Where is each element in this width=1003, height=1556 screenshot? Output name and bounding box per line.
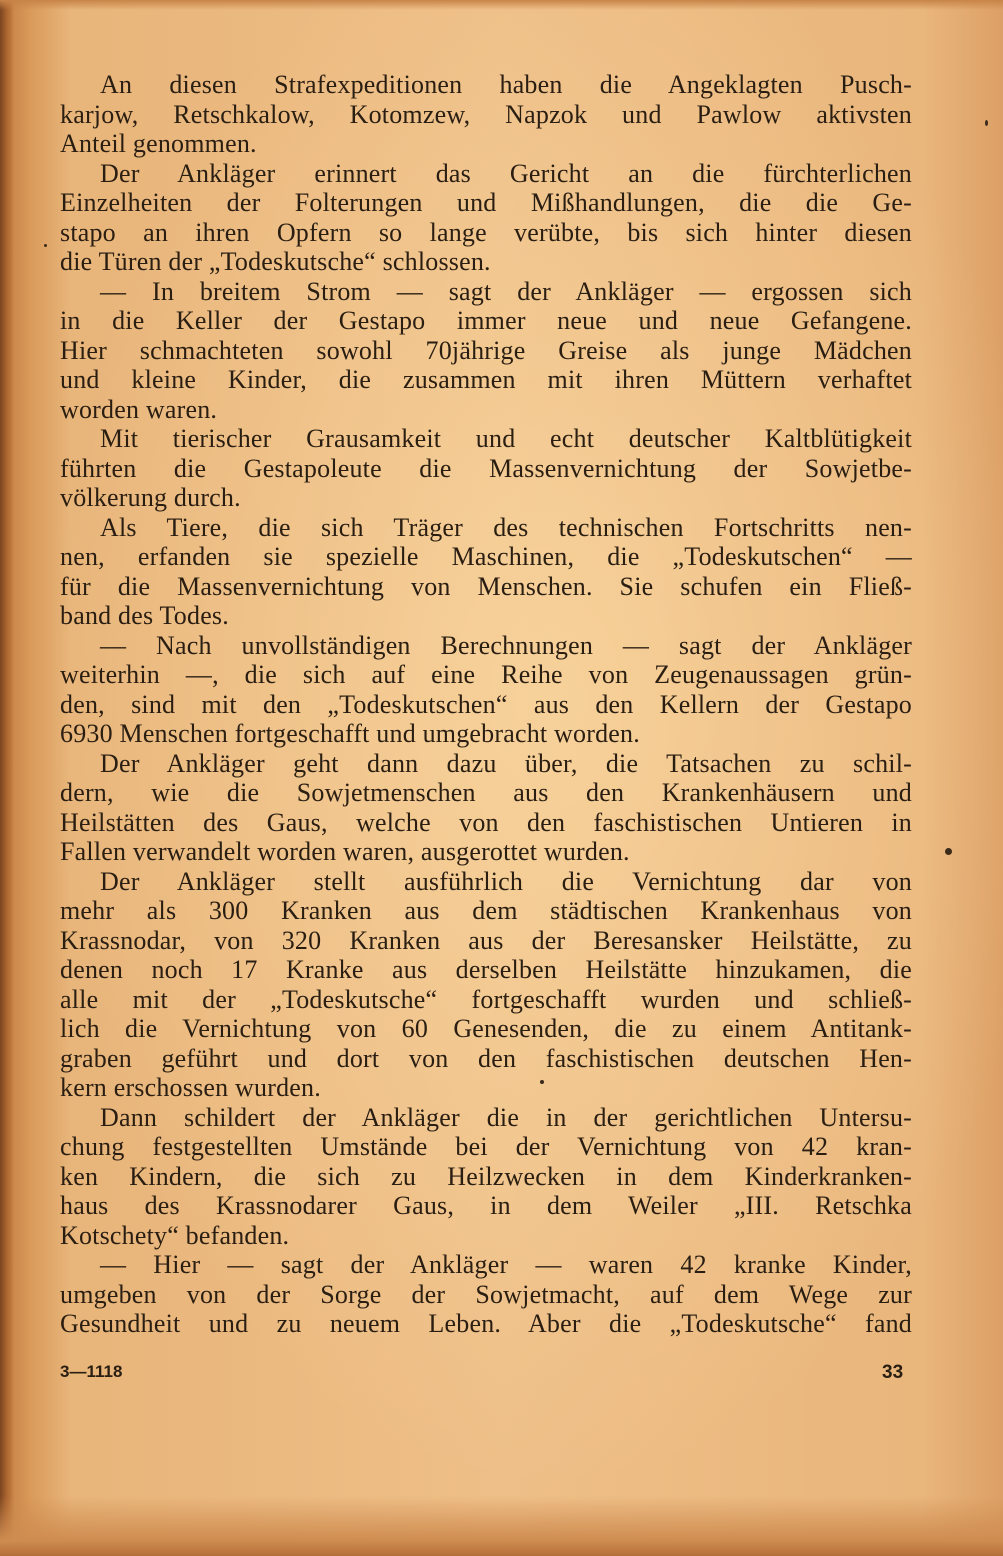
- text-line: lich die Vernichtung von 60 Genesenden, die zu einem Antitank-: [60, 1014, 912, 1043]
- text-line: kern erschossen wurden.: [60, 1073, 321, 1102]
- page-number: 33: [882, 1362, 904, 1383]
- text-line: Der Ankläger geht dann dazu über, die Tatsachen zu schil-: [100, 748, 912, 778]
- page-body-text: [60, 70, 912, 1339]
- text-line: Heilstätten des Gaus, welche von den faschistischen Untieren in: [60, 807, 912, 837]
- text-line: worden waren.: [60, 394, 218, 424]
- text-line: die Türen der „Todeskutsche“ schlossen.: [60, 247, 491, 276]
- text-line: denen noch 17 Kranke aus derselben Heilstätte hinzukamen, die: [60, 955, 912, 984]
- text-line: alle mit der „Todeskutsche“ fortgeschafft wurden und schließ-: [60, 984, 912, 1014]
- paper-speck: [44, 244, 47, 247]
- text-line: — In breitem Strom — sagt der Ankläger — ergossen sich: [100, 276, 912, 306]
- paper-speck: [985, 120, 988, 126]
- text-line: karjow, Retschkalow, Kotomzew, Napzok und Pawlow aktivsten: [60, 99, 912, 129]
- text-line: — Nach unvollständigen Berechnungen — sagt der Ankläger: [100, 630, 912, 660]
- text-line: graben geführt und dort von den faschistischen deutschen Hen-: [60, 1043, 912, 1073]
- text-line: Krassnodar, von 320 Kranken aus der Beresansker Heilstätte, zu: [60, 925, 912, 955]
- text-line: haus des Krassnodarer Gaus, in dem Weiler „III. Retschka: [60, 1191, 912, 1220]
- text-line: chung festgestellten Umstände bei der Vernichtung von 42 kran-: [60, 1132, 912, 1161]
- paper-speck: [540, 1080, 544, 1084]
- text-line: mehr als 300 Kranken aus dem städtischen Krankenhaus von: [60, 896, 912, 925]
- text-line: und kleine Kinder, die zusammen mit ihren Müttern verhaftet: [60, 365, 912, 394]
- text-line: — Hier — sagt der Ankläger — waren 42 kranke Kinder,: [100, 1250, 912, 1279]
- text-line: Der Ankläger erinnert das Gericht an die fürchterlichen: [100, 158, 912, 188]
- text-line: Fallen verwandelt worden waren, ausgerottet wurden.: [60, 837, 630, 866]
- text-line: den, sind mit den „Todeskutschen“ aus den Kellern der Gestapo: [60, 689, 912, 719]
- paper-speck: [945, 848, 952, 855]
- text-line: stapo an ihren Opfern so lange verübte, bis sich hinter diesen: [60, 217, 912, 247]
- text-line: Anteil genommen.: [60, 129, 257, 158]
- text-line: für die Massenvernichtung von Menschen. Sie schufen ein Fließ-: [60, 571, 912, 601]
- printer-signature: 3—1118: [60, 1362, 123, 1381]
- text-line: ken Kindern, die sich zu Heilzwecken in dem Kinderkranken-: [60, 1161, 912, 1191]
- text-line: völkerung durch.: [60, 483, 241, 512]
- page-bottom-edge: [0, 1496, 1003, 1556]
- text-line: nen, erfanden sie spezielle Maschinen, die „Todeskutschen“ —: [60, 542, 912, 571]
- book-spine-edge: [0, 0, 14, 1556]
- text-line: Dann schildert der Ankläger die in der gerichtlichen Untersu-: [100, 1102, 912, 1132]
- text-line: Einzelheiten der Folterungen und Mißhandlungen, die die Ge-: [60, 188, 912, 217]
- text-line: Gesundheit und zu neuem Leben. Aber die „Todeskutsche“ fand: [60, 1309, 912, 1338]
- text-line: band des Todes.: [60, 601, 229, 630]
- text-line: umgeben von der Sorge der Sowjetmacht, auf dem Wege zur: [60, 1279, 912, 1309]
- text-line: in die Keller der Gestapo immer neue und neue Gefangene.: [60, 306, 912, 335]
- text-line: Hier schmachteten sowohl 70jährige Greise als junge Mädchen: [60, 335, 912, 365]
- page-top-edge: [0, 0, 1003, 10]
- text-line: An diesen Strafexpeditionen haben die Angeklagten Pusch-: [100, 70, 912, 99]
- text-line: 6930 Menschen fortgeschafft und umgebracht worden.: [60, 719, 640, 748]
- text-line: Der Ankläger stellt ausführlich die Vernichtung dar von: [100, 866, 912, 896]
- text-line: weiterhin —, die sich auf eine Reihe von Zeugenaussagen grün-: [60, 660, 912, 689]
- text-line: Kotschety“ befanden.: [60, 1220, 290, 1250]
- text-line: dern, wie die Sowjetmenschen aus den Krankenhäusern und: [60, 778, 912, 807]
- text-line: Mit tierischer Grausamkeit und echt deutscher Kaltblütigkeit: [100, 424, 912, 453]
- text-line: Als Tiere, die sich Träger des technischen Fortschritts nen-: [100, 512, 912, 542]
- text-line: führten die Gestapoleute die Massenvernichtung der Sowjetbe-: [60, 453, 912, 483]
